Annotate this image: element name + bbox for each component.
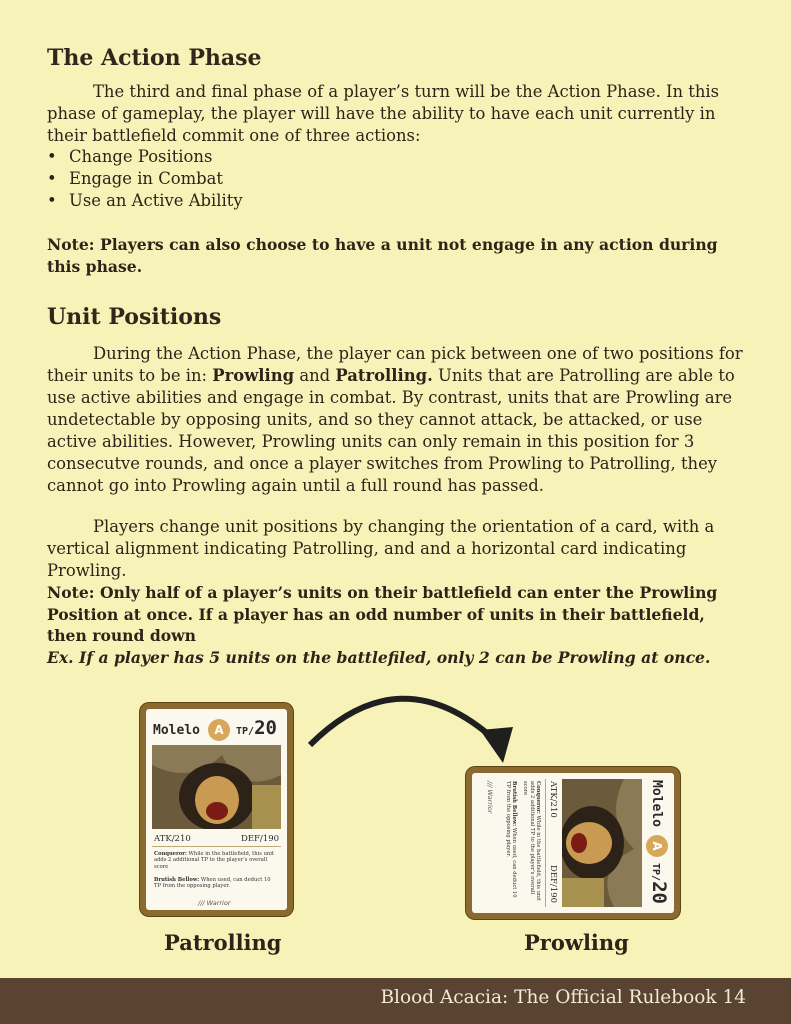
card-def: DEF/190: [241, 834, 280, 844]
patrolling-caption: Patrolling: [164, 930, 282, 955]
action-phase-intro: The third and final phase of a player’s turn will be the Action Phase. In this phase of gameplay, the player will have the ability to have each unit currently in their battlefield commit one of three actions:: [47, 82, 720, 145]
footer-title: Blood Acacia: The Official Rulebook 14: [380, 987, 746, 1008]
card-type: /// Warrior: [486, 781, 494, 814]
card-ability-2: Brutish Bellow: When used, can deduct 10 TP from the opposing player.: [504, 781, 517, 898]
card-ability-1: Conqueror: While in the battlefield, this unit adds 2 additional TP to the player’s overall score: [154, 851, 274, 870]
card-name: Molelo: [649, 780, 664, 827]
card-divider: [545, 779, 546, 907]
card-def: DEF/190: [548, 865, 558, 904]
example-text: Ex. If a player has 5 units on the battlefiled, only 2 can be Prowling at once.: [47, 647, 711, 667]
card-divider: [152, 846, 281, 847]
action-phase-note: Note: Players can also choose to have a unit not engage in any action during this phase.: [47, 235, 718, 276]
page-footer: [0, 978, 791, 1024]
card-ability-2: Brutish Bellow: When used, can deduct 10 TP from the opposing player.: [154, 877, 271, 890]
card-tp: TP/20: [648, 863, 670, 904]
card-badge: A: [208, 719, 230, 741]
card-atk: ATK/210: [548, 781, 558, 818]
prowling-note: Note: Only half of a player’s units on their battlefield can enter the Prowling Position at once. If a player has an odd number of units in their battlefield, then round down Ex. If a player has 5 units on the battlefiled, only 2 can be Prowling at once.: [47, 582, 747, 668]
card-type: /// Warrior: [198, 899, 231, 907]
orientation-paragraph: Players change unit positions by changing the orientation of a card, with a vertical alignment indicating Patrolling, and and a horizontal card indicating Prowling.: [47, 517, 715, 580]
prowling-caption: Prowling: [524, 930, 629, 955]
action-phase-heading: The Action Phase: [47, 45, 262, 71]
card-badge: A: [646, 835, 668, 857]
card-name: Molelo: [153, 723, 200, 738]
unit-positions-heading: Unit Positions: [47, 304, 222, 330]
prowling-card: [466, 767, 680, 919]
card-atk: ATK/210: [154, 834, 191, 844]
unit-positions-paragraph: During the Action Phase, the player can pick between one of two positions for their units to be in: Prowling and Patrolling. Units that are Patrolling are able to use active abilities and engage in combat. By contrast, units that are Prowling are undetectable by opposing units, and so they cannot attack, be attacked, or use active abilities. However, Prowling units can only remain in this position for 3 consecutve rounds, and once a player switches from Prowling to Patrolling, they cannot go into Prowling again until a full round has passed.: [47, 344, 743, 495]
rotated-card-face: [472, 773, 674, 913]
card-tp: TP/20: [236, 717, 277, 739]
list-item: • Change Positions: [47, 147, 213, 166]
lion-illustration: [152, 745, 281, 829]
curved-arrow-icon: [300, 685, 530, 770]
patrolling-card: [140, 703, 293, 916]
card-ability-1: Conqueror: While in the battlefield, this unit adds 2 additional TP to the player’s overall score: [522, 781, 541, 901]
list-item: • Use an Active Ability: [47, 191, 243, 210]
lion-illustration: [562, 779, 642, 907]
action-list: [47, 146, 243, 212]
list-item: • Engage in Combat: [47, 169, 223, 188]
